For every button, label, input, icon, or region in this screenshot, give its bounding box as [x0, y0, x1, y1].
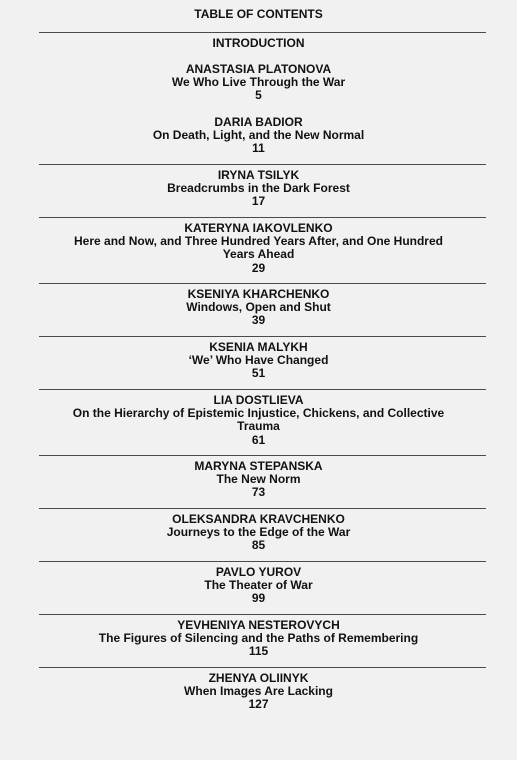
toc-entry[interactable] [60, 513, 457, 553]
entry-title: ‘We’ Who Have Changed [188, 353, 329, 368]
entry-page: 99 [251, 591, 266, 606]
entry-page: 5 [255, 88, 262, 103]
entry-title: On Death, Light, and the New Normal [152, 128, 365, 143]
toc-entry[interactable] [60, 116, 457, 156]
entry-page: 39 [251, 313, 266, 328]
entry-author: KATERYNA IAKOVLENKO [184, 221, 333, 235]
entry-page: 73 [251, 485, 266, 500]
entry-title: Here and Now, and Three Hundred Years After, and One Hundred Years Ahead [74, 234, 443, 262]
intro-heading[interactable] [60, 37, 457, 50]
toc-entry[interactable] [60, 672, 457, 712]
entry-page: 85 [251, 538, 266, 553]
entry-page: 127 [248, 697, 269, 712]
divider [39, 508, 486, 509]
entry-author: KSENIYA KHARCHENKO [187, 287, 330, 301]
entry-page: 51 [251, 366, 266, 381]
toc-entry[interactable] [60, 460, 457, 500]
entry-title: The New Norm [216, 472, 301, 487]
divider [39, 336, 486, 337]
section-label: INTRODUCTION [212, 36, 305, 50]
entry-page: 61 [251, 432, 266, 447]
entry-title: Breadcrumbs in the Dark Forest [167, 181, 350, 196]
entry-title: When Images Are Lacking [184, 684, 333, 699]
divider [39, 614, 486, 615]
entry-title: Windows, Open and Shut [186, 300, 331, 315]
entry-author: MARYNA STEPANSKA [194, 459, 323, 473]
entry-author: ANASTASIA PLATONOVA [185, 62, 332, 76]
entry-title: The Theater of War [204, 578, 313, 593]
entry-author: LIA DOSTLIEVA [213, 393, 304, 407]
toc-entry[interactable] [60, 169, 457, 209]
entry-author: YEVHENIYA NESTEROVYCH [177, 618, 340, 632]
entry-author: IRYNA TSILYK [217, 168, 300, 182]
divider [39, 283, 486, 284]
toc-entry[interactable] [60, 619, 457, 659]
entry-page: 11 [252, 141, 265, 156]
divider [39, 389, 486, 390]
entry-author: ZHENYA OLIINYK [208, 671, 309, 685]
page-title: TABLE OF CONTENTS [194, 7, 323, 21]
toc-entry[interactable] [60, 394, 457, 447]
entry-title: Journeys to the Edge of the War [166, 525, 351, 540]
divider [39, 561, 486, 562]
toc-entry[interactable] [60, 566, 457, 606]
divider [39, 32, 486, 33]
entry-author: PAVLO YUROV [215, 565, 302, 579]
toc-entry[interactable] [60, 63, 457, 103]
entry-author: KSENIA MALYKH [209, 340, 308, 354]
entry-page: 17 [251, 194, 266, 209]
divider [39, 217, 486, 218]
entry-title: We Who Live Through the War [171, 75, 346, 90]
divider [39, 667, 486, 668]
divider [39, 164, 486, 165]
toc-entry[interactable] [60, 288, 457, 328]
divider [39, 455, 486, 456]
toc-entry[interactable] [60, 341, 457, 381]
toc-entry[interactable] [60, 222, 457, 275]
entry-page: 29 [251, 260, 266, 275]
entry-author: DARIA BADIOR [214, 115, 303, 129]
entry-title: The Figures of Silencing and the Paths of Remembering [98, 631, 419, 646]
entry-title: On the Hierarchy of Epistemic Injustice, Chickens, and Collective Trauma [72, 406, 445, 434]
entry-page: 115 [248, 644, 269, 659]
entry-author: OLEKSANDRA KRAVCHENKO [172, 512, 345, 526]
